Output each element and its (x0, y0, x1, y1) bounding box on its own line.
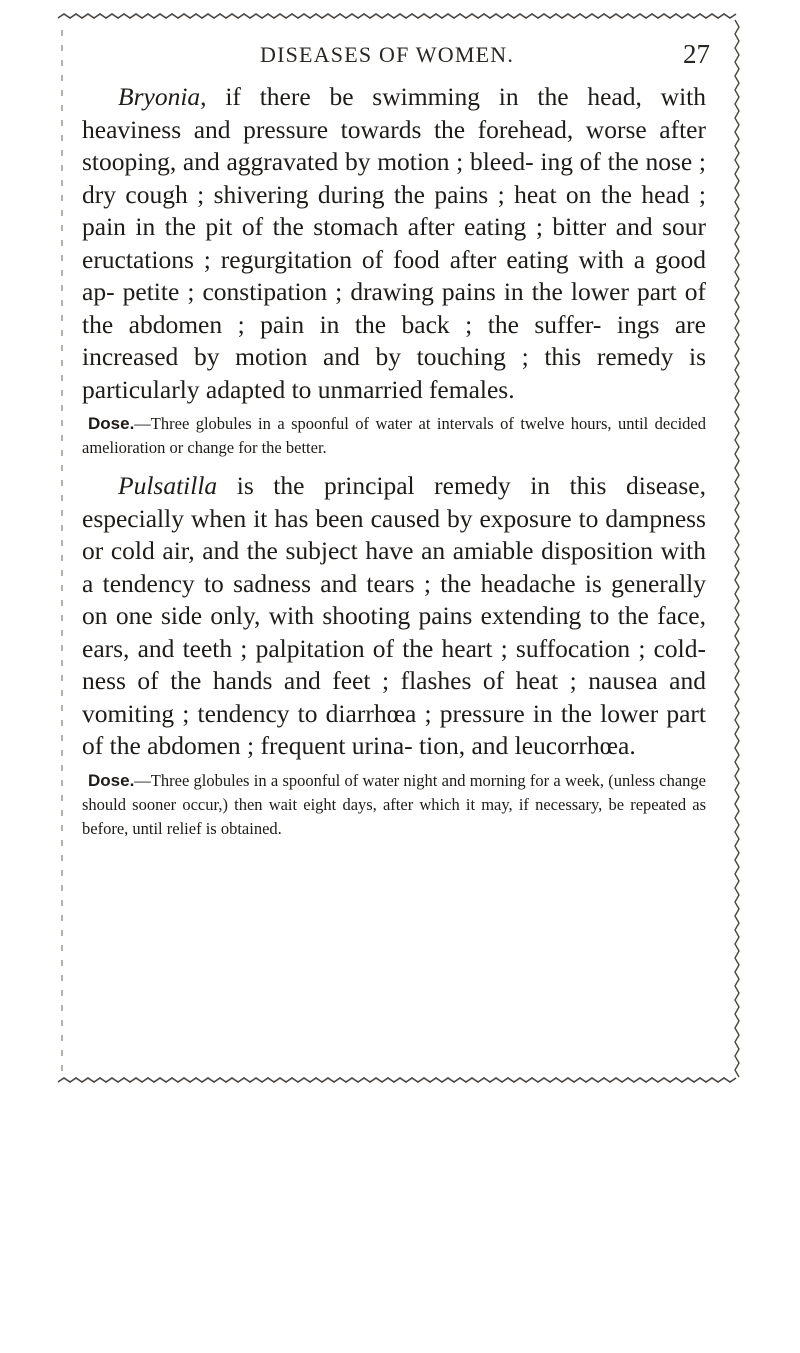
pulsatilla-dose (82, 769, 706, 841)
border-right (735, 20, 739, 1077)
border-bottom (58, 1078, 736, 1082)
page-number: 27 (683, 39, 710, 69)
page-header (250, 39, 710, 76)
remedy-name-bryonia: Bryonia (118, 82, 201, 111)
running-head: DISEASES OF WOMEN. (260, 42, 515, 67)
dose-text: —Three globules in a spoonful of water at intervals of twelve hours, until decided amelioration or change for the better. (82, 414, 706, 457)
dose-label: Dose. (88, 770, 135, 790)
bryonia-dose (82, 412, 706, 460)
bryonia-paragraph (82, 81, 706, 406)
pulsatilla-paragraph (82, 470, 706, 763)
dose-label: Dose. (88, 414, 135, 433)
remedy-name-pulsatilla: Pulsatilla (118, 471, 218, 500)
body-text (82, 81, 706, 851)
border-top (58, 14, 736, 18)
dose-text: —Three globules in a spoonful of water night and morning for a week, (unless change should sooner occur,) then wait eight days, after which it may, if necessary, be repeated as before, until relief is obtained. (82, 770, 706, 838)
pulsatilla-text: is the principal remedy in this disease, especially when it has been caused by exposure to dampness or cold air, and the subject have an amiable disposition with a tendency to sadness and tears ; the headache is generally on one side only, with shooting pains extending to the face, ears, and teeth ; palpitation of the heart ; suffocation ; cold- ness of the hands and feet ; flashes of heat ; nausea and vomiting ; tendency to diarrhœa ; pressure in the lower part of the abdomen ; frequent urina- tion, and leucorrhœa. (82, 471, 706, 760)
bryonia-text: , if there be swimming in the head, with heaviness and pressure towards the forehead, worse after stooping, and aggravated by motion ; bleed- ing of the nose ; dry cough ; shivering during the pains ; heat on the head ; pain in the pit of the stomach after eating ; bitter and sour eructations ; regurgitation of food after eating with a good ap- petite ; constipation ; drawing pains in the lower part of the abdomen ; pain in the back ; the suffer- ings are increased by motion and by touching ; this remedy is particularly adapted to unmarried females. (82, 82, 706, 404)
